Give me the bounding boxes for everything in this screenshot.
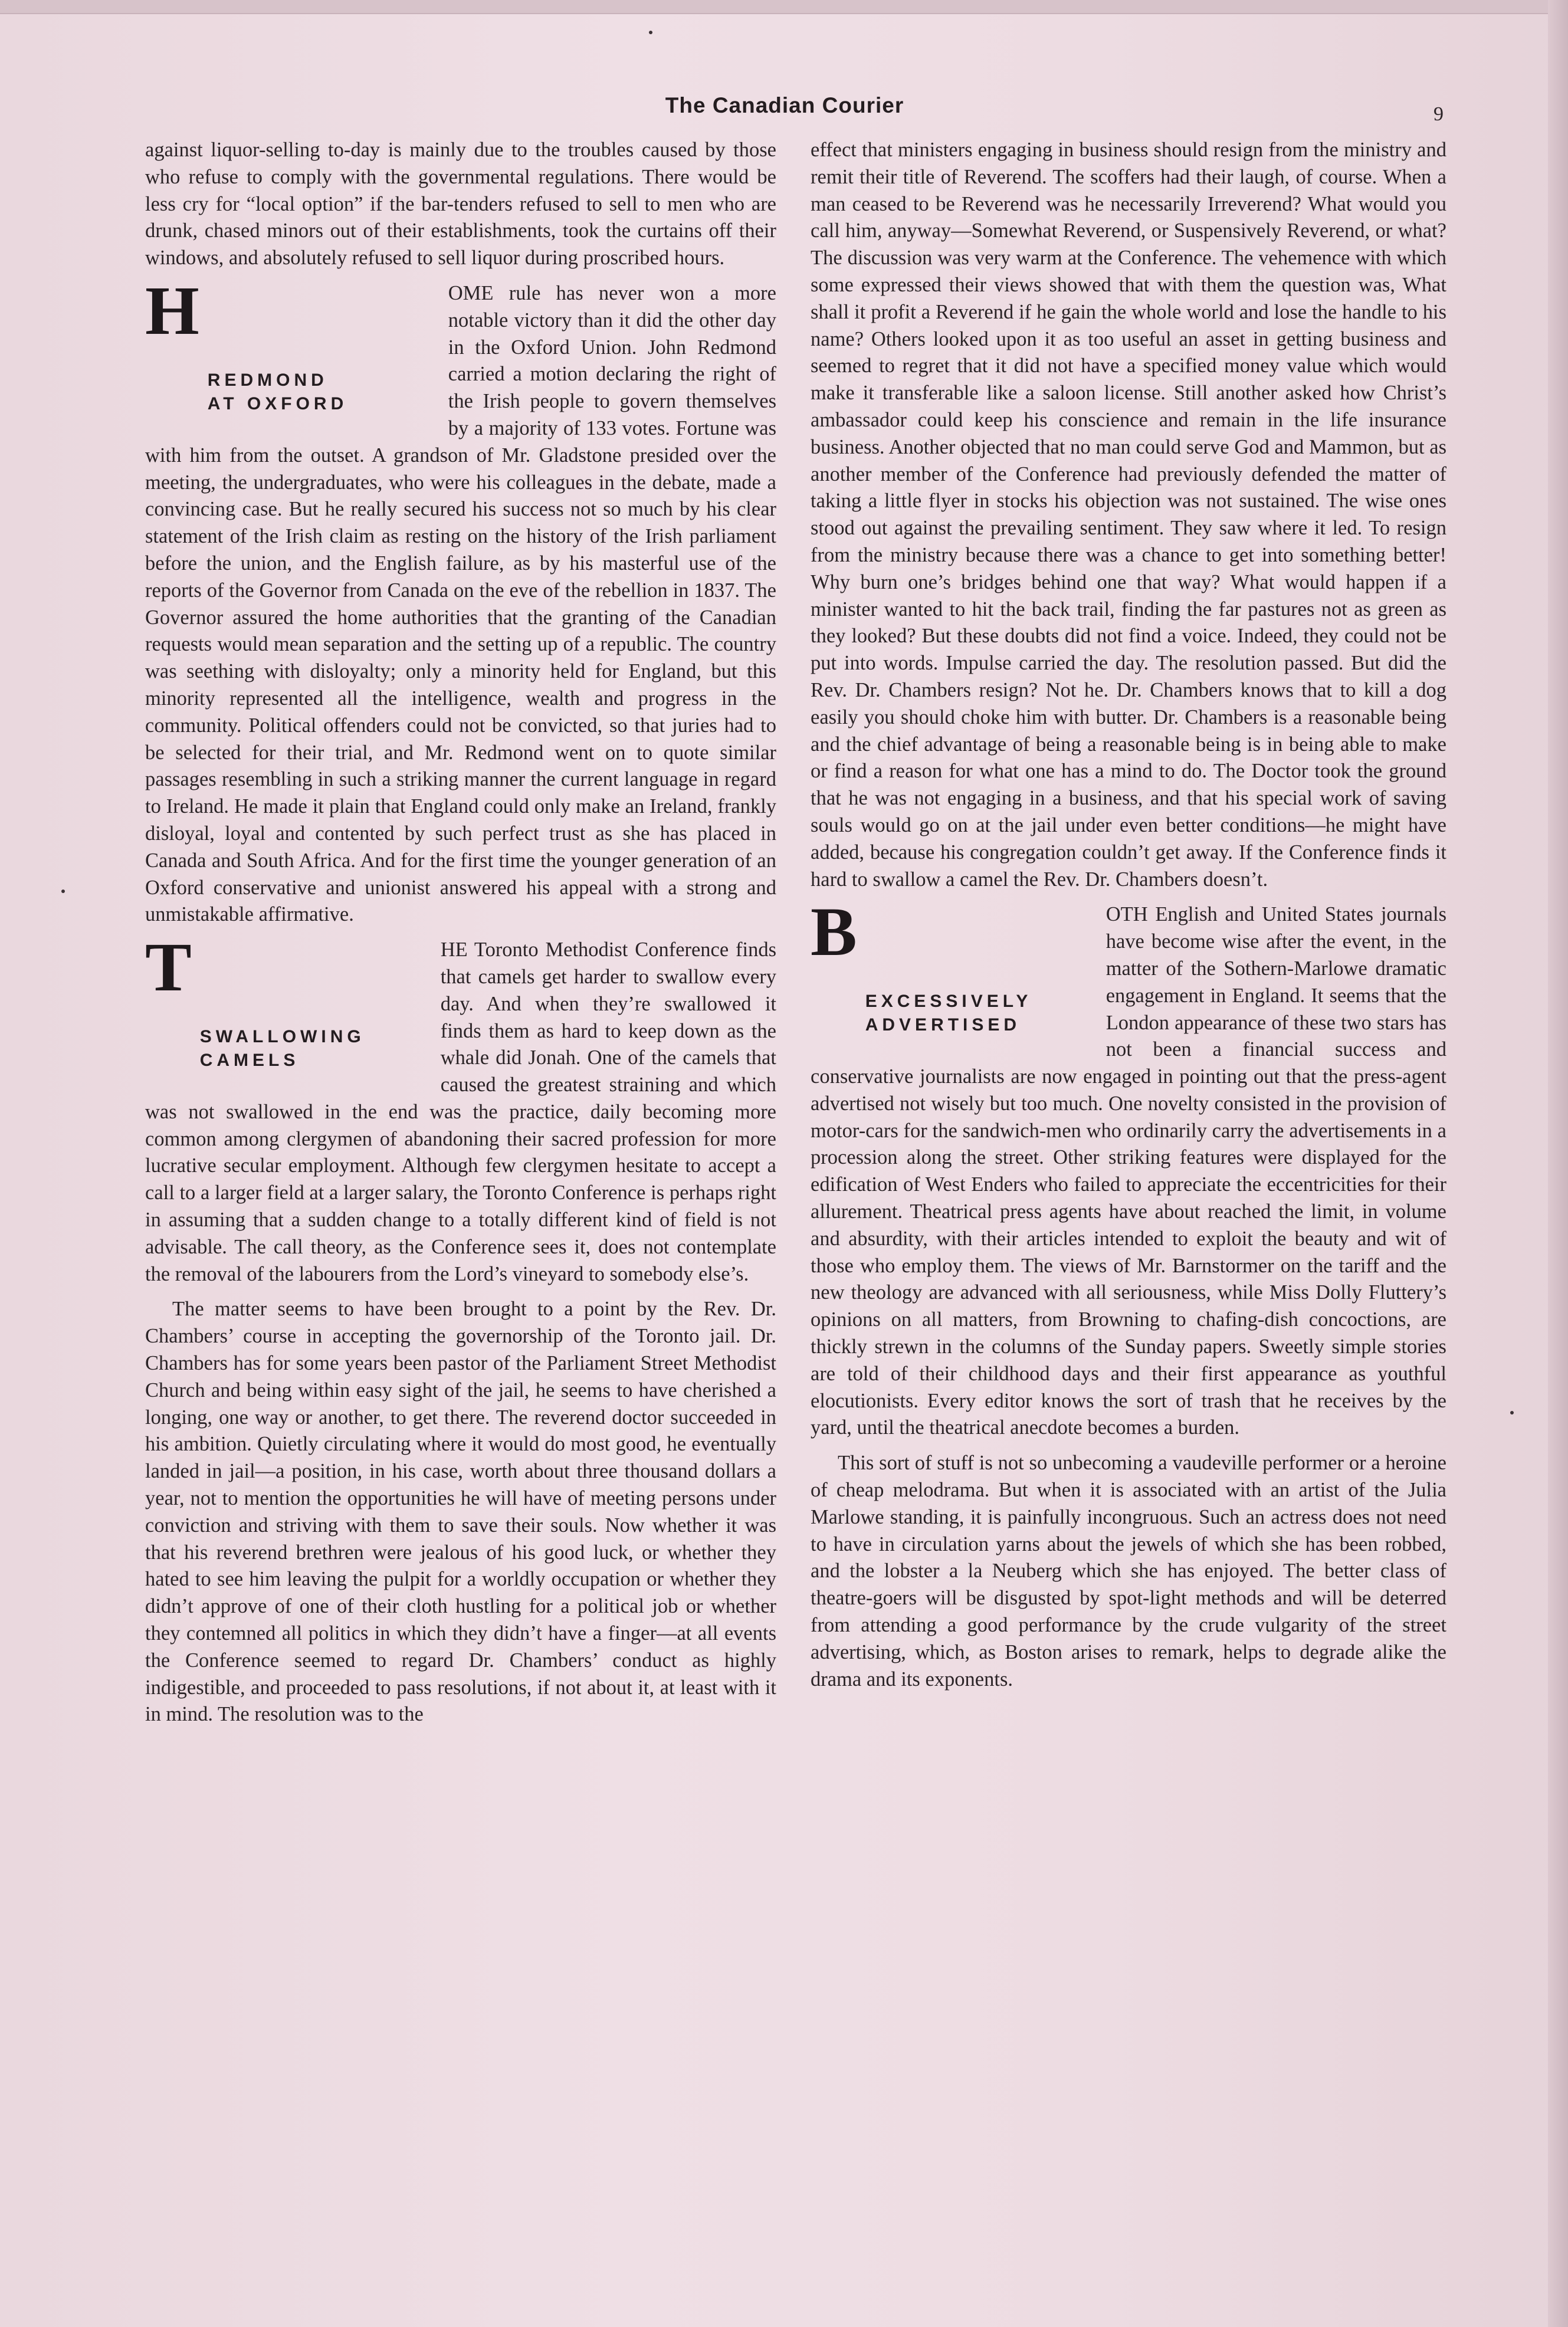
- side-heading-line: ADVERTISED: [865, 1015, 1021, 1035]
- side-heading-line: EXCESSIVELY: [865, 992, 1032, 1012]
- page-top-edge: [0, 0, 1568, 14]
- article-text: HE Toronto Methodist Conference finds that camels get harder to swallow every day. And when they’re swallowed it finds them as hard to keep down as the whale did Jonah. One of the camels that caused the greatest straining and which was not swallowed in the end was the practice, daily becoming more common among clergymen of abandoning their sacred profession for more lucrative secular employment. Although few clergymen hesitate to accept a call to a larger field at a larger salary, the Toronto Conference is perhaps right in assuming that a sudden change to a totally different kind of field is not advisable. The call theory, as the Conference sees it, does not contemplate the removal of the labourers from the Lord’s vineyard to somebody else’s.: [145, 938, 776, 1285]
- page-right-edge: [1548, 0, 1568, 2327]
- article-swallowing-camels: [145, 928, 776, 1728]
- side-heading-line: AT OXFORD: [207, 393, 348, 413]
- article-text: OTH English and United States journals have become wise after the event, in the matter of the Sothern-Marlowe dramatic engagement in England. It seems that the London appearance of these two stars has not been a financial success and conservative journalists are now engaged in pointing out that the press-agent advertised not wisely but too much. One novelty consisted in the provision of motor-cars for the sandwich-men who ordinarily carry the advertisements in a procession along the street. Other striking features were displayed for the edification of West Enders who failed to appreciate the eccentricities for their allurement. Theatrical press agents have about reached the limit, in volume and absurdity, with their articles intended to exploit the beauty and wit of those who employ them. The views of Mr. Barnstormer on the tariff and the new theology are advanced with all seriousness, while Miss Dolly Fluttery’s opinions on all matters, from Browning to chafing-dish concoctions, are thickly strewn in the columns of the Sunday papers. Sweetly simple stories are told of their childhood days and their first appearance as youthful elocutionists. Every editor knows the sort of trash that he receives by the yard, until the theatrical anecdote becomes a burden.: [811, 903, 1446, 1439]
- print-speck: [649, 31, 652, 34]
- continued-paragraph: effect that ministers engaging in business should resign from the ministry and remit their title of Reverend. The scoffers had their laugh, of course. When a man ceased to be Reverend was he necessarily Irreverend? What would you call him, anyway—Somewhat Reverend, or Suspensively Reverend, or what? The discussion was very warm at the Conference. The vehemence with which some expressed their views showed that with them the question was, What shall it profit a Reverend if he gain the whole world and lose the handle to his name? Others looked upon it as too useful an asset in getting business and seemed to regret that it did not have a specified money value which would make it transferable like a saloon license. Still another asked how Christ’s ambassador could keep his conscience and remain in the life insurance business. Another objected that no man could serve God and Mammon, but as another member of the Conference had previously defended the matter of taking a little flyer in stocks his objection was not sustained. The wise ones stood out against the prevailing sentiment. They saw where it led. To resign from the ministry because there was a chance to get into something better! Why burn one’s bridges behind one that way? What would happen if a minister wanted to hit the back trail, finding the far pastures not as green as they looked? But these doubts did not find a voice. Indeed, they could not be put into words. Impulse carried the day. The resolution passed. But did the Rev. Dr. Chambers resign? Not he. Dr. Chambers knows that to kill a dog easily you should choke him with butter. Dr. Chambers is a reasonable being and the chief advantage of being a reasonable being is in being able to make or find a reason for what one has a mind to do. The Doctor took the ground that he was not engaging in a business, and that his special work of saving souls would go on at the jail under even better conditions—he might have added, because his congregation couldn’t get away. If the Conference finds it hard to swallow a camel the Rev. Dr. Chambers doesn’t.: [811, 139, 1446, 891]
- print-speck: [1510, 1411, 1514, 1414]
- article-redmond: [145, 271, 776, 928]
- article-paragraph: [811, 893, 1446, 1442]
- side-heading: [865, 990, 1095, 1037]
- side-heading-line: REDMOND: [207, 370, 328, 390]
- article-paragraph: This sort of stuff is not so unbecoming a vaudeville performer or a heroine of cheap melodrama. But when it is associated with an artist of the Julia Marlowe standing, it is painfully incongruous. Such an actress does not need to have in circulation yarns about the jewels of which she has been robbed, and the lobster a la Neuberg which she has enjoyed. The better class of theatre-goers will be disgusted by spot-light methods and will be deterred from attending a good performance by the crude vulgarity of the street advertising, which, as Boston arises to remark, helps to degrade alike the drama and its exponents.: [811, 1452, 1446, 1691]
- drop-cap: T: [145, 928, 192, 1006]
- left-column: [145, 137, 776, 1737]
- side-heading: [208, 369, 438, 416]
- masthead-title: The Canadian Courier: [665, 93, 904, 117]
- article-paragraph: [145, 928, 776, 1288]
- right-column: [811, 137, 1446, 1701]
- side-heading: [200, 1025, 430, 1072]
- article-text: OME rule has never won a more notable victory than it did the other day in the Oxford Union. John Redmond carried a motion declaring the right of the Irish people to govern themselves by a majority of 133 votes. Fortune was with him from the outset. A grandson of Mr. Gladstone presided over the meeting, the undergraduates, who were his colleagues in the debate, made a convincing case. But he really secured his success not so much by his clear statement of the Irish claim as resting on the history of the Irish parliament before the union, and the English failure, as by his masterful use of the reports of the Governor from Canada on the eve of the rebellion in 1837. The Governor assured the home authorities that the granting of the Canadian requests would mean separation and the setting up of a republic. The country was seething with disloyalty; only a minority held for England, but this minority represented all the intelligence, wealth and progress in the community. Political offenders could not be convicted, so that juries had to be selected for their trial, and Mr. Redmond went on to quote similar passages resembling in such a striking manner the current language in regard to Ireland. He made it plain that England could only make an Ireland, frankly disloyal, loyal and contented by such perfect trust as she has placed in Canada and South Africa. And for the first time the younger generation of an Oxford conservative and unionist answered his appeal with a strong and unmistakable affirmative.: [145, 281, 776, 926]
- side-heading-line: SWALLOWING: [199, 1027, 365, 1047]
- drop-cap: B: [811, 893, 857, 971]
- print-speck: [61, 890, 65, 893]
- article-excessively-advertised: [811, 893, 1446, 1693]
- side-heading-line: CAMELS: [199, 1051, 300, 1071]
- article-paragraph: The matter seems to have been brought to a point by the Rev. Dr. Chambers’ course in accepting the governorship of the Toronto jail. Dr. Chambers has for some years been pastor of the Parliament Street Methodist Church and being within easy sight of the jail, he seems to have cherished a longing, one way or another, to get there. The reverend doctor succeeded in his ambition. Quietly circulating where it would do most good, he eventually landed in jail—a position, in his case, worth about three thousand dollars a year, not to mention the opportunities he will have of meeting persons under conviction and striving with them to save their souls. Now whether it was that his reverend brethren were jealous of his good luck, or whether they hated to see him leaving the pulpit for a worldly occupation or whether they didn’t approve of one of their cloth hustling for a political job or whether they contemned all politics in which they didn’t have a finger—at all events the Conference seemed to regard Dr. Chambers’ conduct as highly indigestible, and proceeded to pass resolutions, if not about it, at least with it in mind. The resolution was to the: [145, 1298, 776, 1726]
- intro-paragraph: against liquor-selling to-day is mainly due to the troubles caused by those who refuse to comply with the governmental regulations. There would be less cry for “local option” if the bar-tenders refused to sell to men who are drunk, chased minors out of their establishments, took the curtains off their windows, and absolutely refused to sell liquor during proscribed hours.: [145, 139, 776, 270]
- article-paragraph: [145, 271, 776, 928]
- drop-cap: H: [145, 271, 199, 349]
- page-number: 9: [1433, 103, 1444, 125]
